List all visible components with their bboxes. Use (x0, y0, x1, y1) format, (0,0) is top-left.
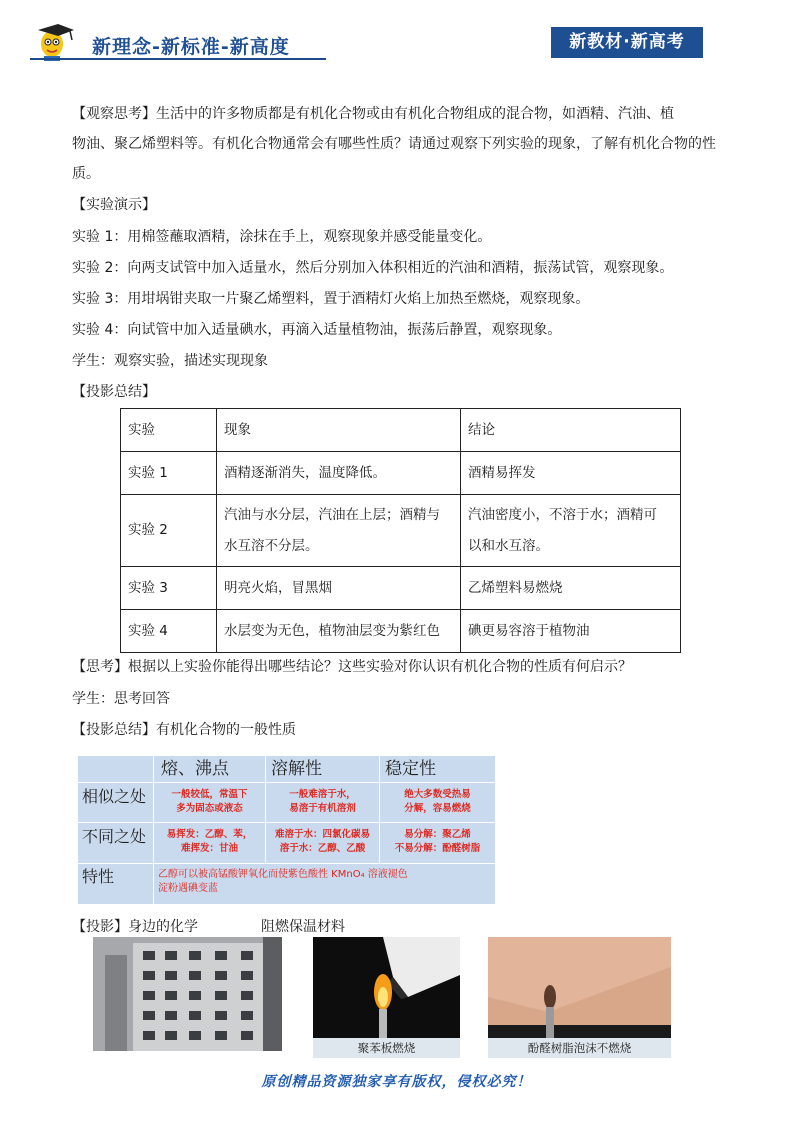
table-header-cell: 实验 (121, 409, 217, 452)
cell-line: 难溶于水：四氯化碳易 (274, 829, 370, 840)
summary-heading-1: 【投影总结】 (72, 384, 156, 400)
cell-line: 淀粉遇碘变蓝 (158, 883, 218, 894)
table-cell: 实验 2 (121, 495, 217, 567)
summary-heading-2: 【投影总结】有机化合物的一般性质 (72, 722, 296, 738)
mascot-logo-icon (30, 20, 88, 62)
row-header-similar: 相似之处 (82, 787, 147, 806)
cell-line: 以和水互溶。 (468, 537, 549, 554)
projection-subtitle: 阻燃保温材料 (261, 919, 345, 935)
row-header-special: 特性 (82, 867, 115, 886)
table-cell: 实验 4 (121, 610, 217, 653)
col-header-solubility: 溶解性 (271, 759, 322, 779)
header-underline (30, 58, 326, 60)
cell-line: 溶于水：乙醇、乙酸 (279, 843, 366, 854)
burning-board-illustration (313, 937, 460, 1038)
header-badge: 新教材·新高考 (551, 27, 703, 58)
cell-line: 多为固态或液态 (176, 803, 243, 814)
cell-line: 易溶于有机溶剂 (289, 803, 356, 814)
different-melting (154, 828, 265, 856)
building-illustration (93, 937, 282, 1051)
cell-line: 绝大多数受热易 (404, 789, 471, 800)
table-cell (217, 610, 461, 653)
cell-line: 乙烯塑料易燃烧 (468, 579, 563, 596)
copyright-footer: 原创精品资源独家享有版权，侵权必究！ (261, 1074, 532, 1090)
cell-line: 分解，容易燃烧 (404, 803, 471, 814)
cell-line: 一般较低，常温下 (171, 789, 248, 800)
cell-line: 水互溶不分层。 (224, 537, 319, 554)
cell-line: 汽油密度小，不溶于水；酒精可 (468, 506, 657, 523)
table-cell (461, 452, 681, 495)
building-photo (93, 937, 282, 1051)
cell-line: 明亮火焰，冒黑烟 (224, 579, 332, 596)
observe-line-1: 【观察思考】生活中的许多物质都是有机化合物或由有机化合物组成的混合物，如酒精、汽油、植 (72, 106, 674, 122)
observe-line-3: 质。 (72, 166, 100, 182)
grid-line (78, 822, 495, 823)
observe-line-2: 物油、聚乙烯塑料等。有机化合物通常会有哪些性质？请通过观察下列实验的现象，了解有机化合物的性 (72, 136, 716, 152)
polystyrene-burning-photo (313, 937, 460, 1058)
table-row (121, 452, 681, 495)
phenolic-foam-photo (488, 937, 671, 1058)
table-header-row (121, 409, 681, 452)
table-cell (217, 452, 461, 495)
experiment-3-text: 实验 3：用坩埚钳夹取一片聚乙烯塑料，置于酒精灯火焰上加热至燃烧，观察现象。 (72, 291, 590, 307)
table-cell (461, 610, 681, 653)
cell-line: 易挥发：乙醇、苯， (166, 829, 253, 840)
table-cell: 实验 1 (121, 452, 217, 495)
cell-line: 碘更易容溶于植物油 (468, 622, 590, 639)
similar-melting (154, 788, 265, 816)
table-cell: 实验 3 (121, 567, 217, 610)
experiment-1-text: 实验 1：用棉签蘸取酒精，涂抹在手上，观察现象并感受能量变化。 (72, 229, 492, 245)
col-header-stability: 稳定性 (385, 759, 436, 779)
table-cell (217, 495, 461, 567)
organic-properties-table (78, 756, 495, 904)
student-line-1: 学生：观察实验，描述实现现象 (72, 353, 268, 369)
cell-line: 水层变为无色，植物油层变为紫红色 (224, 622, 440, 639)
experiment-4-text: 实验 4：向试管中加入适量碘水，再滴入适量植物油，振荡后静置，观察现象。 (72, 322, 562, 338)
table-header-cell: 结论 (461, 409, 681, 452)
cell-line: 汽油与水分层，汽油在上层；酒精与 (224, 506, 440, 523)
student-line-2: 学生：思考回答 (72, 691, 170, 707)
similar-solubility (266, 788, 379, 816)
table-cell (217, 567, 461, 610)
table-row (121, 495, 681, 567)
foam-board-illustration (488, 937, 671, 1038)
cell-line: 乙醇可以被高锰酸钾氧化而使紫色酸性 KMnO₄ 溶液褪色 (158, 869, 408, 880)
different-stability (380, 828, 495, 856)
projection-heading: 【投影】身边的化学 (72, 919, 198, 935)
cell-line: 易分解：聚乙烯 (404, 829, 471, 840)
cell-line: 一般难溶于水， (289, 789, 356, 800)
experiment-summary-table (120, 408, 681, 653)
special-property (158, 868, 493, 896)
table-row (121, 567, 681, 610)
similar-stability (380, 788, 495, 816)
demo-heading: 【实验演示】 (72, 197, 156, 213)
table-header-cell: 现象 (217, 409, 461, 452)
table-row (121, 610, 681, 653)
grid-line (78, 782, 495, 783)
row-header-different: 不同之处 (82, 827, 147, 846)
cell-line: 不易分解：酚醛树脂 (394, 843, 481, 854)
image-caption: 酚醛树脂泡沫不燃烧 (488, 1038, 671, 1058)
different-solubility (266, 828, 379, 856)
cell-line: 酒精逐渐消失，温度降低。 (224, 464, 386, 481)
header-slogan: 新理念-新标准-新高度 (92, 36, 290, 58)
table-cell (461, 495, 681, 567)
experiment-2-text: 实验 2：向两支试管中加入适量水，然后分别加入体积相近的汽油和酒精，振荡试管，观察现象。 (72, 260, 674, 276)
col-header-melting: 熔、沸点 (161, 759, 229, 779)
cell-line: 酒精易挥发 (468, 464, 536, 481)
image-caption: 聚苯板燃烧 (313, 1038, 460, 1058)
think-question: 【思考】根据以上实验你能得出哪些结论？这些实验对你认识有机化合物的性质有何启示？ (72, 659, 632, 675)
cell-line: 难挥发：甘油 (180, 843, 238, 854)
table-cell (461, 567, 681, 610)
